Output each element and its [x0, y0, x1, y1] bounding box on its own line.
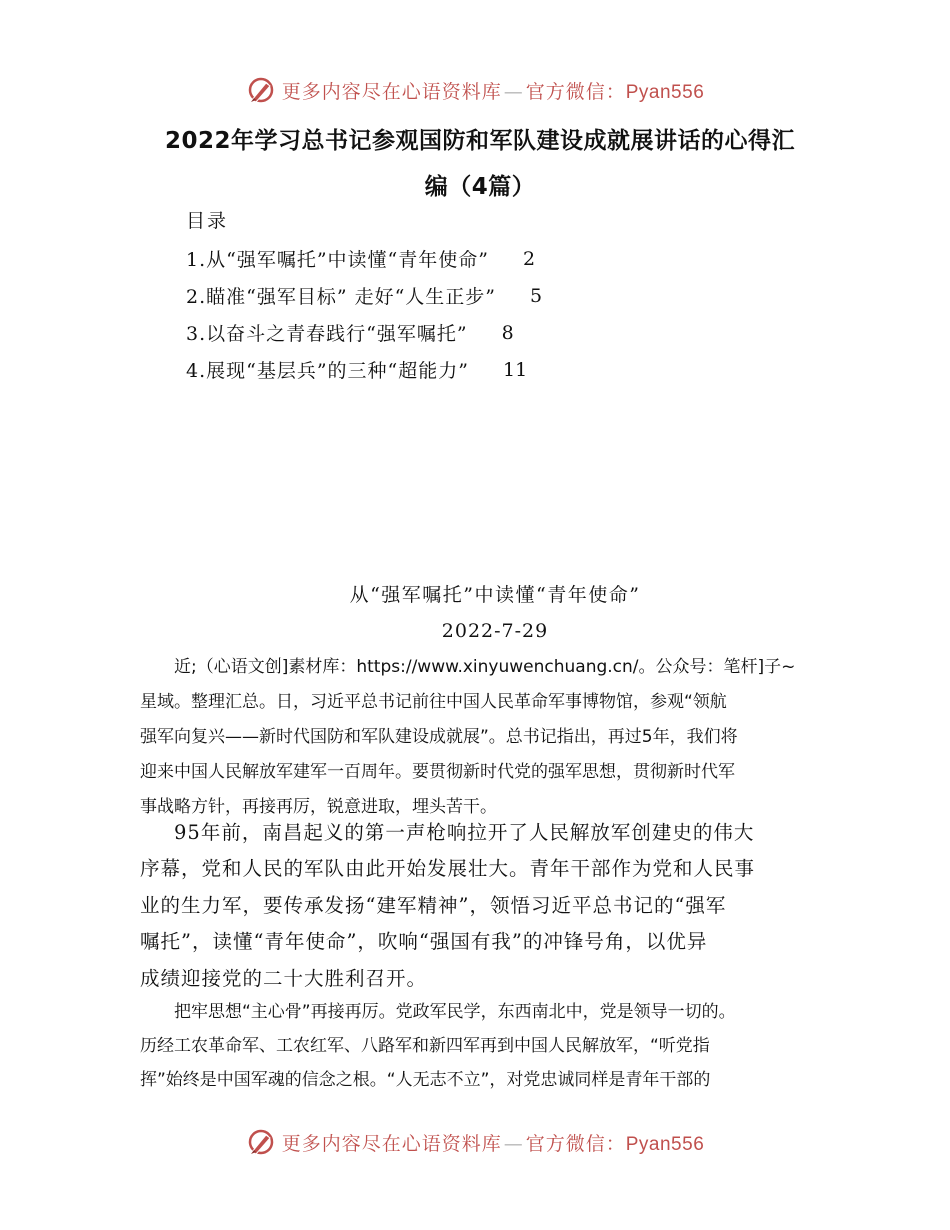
- paragraph-line: 挥”始终是中国军魂的信念之根。“人无志不立”，对党忠诚同样是青年干部的: [140, 1070, 711, 1090]
- toc-label: 目录: [186, 210, 229, 232]
- toc-item[interactable]: [186, 314, 706, 351]
- toc-item-page: 8: [501, 321, 514, 344]
- banner-brand: 更多内容尽在心语资料库: [281, 80, 502, 103]
- paragraph-line: 把牢思想“主心骨”再接再厉。党政军民学，东西南北中，党是领导一切的。: [174, 1002, 736, 1022]
- paragraph-line: 序幕，党和人民的军队由此开始发展壮大。青年干部作为党和人民事: [140, 857, 756, 881]
- paragraph-line: 事战略方针，再接再厉，锐意进取，埋头苦干。: [140, 797, 497, 817]
- paragraph-line: 95年前，南昌起义的第一声枪响拉开了人民解放军创建史的伟大: [174, 821, 755, 844]
- toc-item-title: 1.从“强军嘱托”中读懂“青年使命”: [186, 249, 489, 271]
- pen-logo-icon: [246, 75, 276, 105]
- section-date: 2022-7-29: [441, 620, 549, 642]
- banner-wechat-id: Pyan556: [625, 1133, 705, 1155]
- paragraph-line: 业的生力军，要传承发扬“建军精神”，领悟习近平总书记的“强军: [140, 893, 727, 917]
- paragraph-line: 近;（心语文创]素材库：https://www.xinyuwenchuang.cn/。公众号：笔杆]子~: [174, 657, 796, 677]
- paragraph-line: 星域。整理汇总。日，习近平总书记前往中国人民革命军事博物馆，参观“领航: [140, 692, 727, 712]
- paragraph-line: 强军向复兴——新时代国防和军队建设成就展”。总书记指出，再过5年，我们将: [140, 727, 738, 747]
- title-line-1: 2022年学习总书记参观国防和军队建设成就展讲话的心得汇: [164, 128, 795, 154]
- paragraph-2: [140, 815, 830, 997]
- banner-official-label: 官方微信：: [525, 1132, 626, 1155]
- toc-item[interactable]: [186, 277, 706, 314]
- banner-brand: 更多内容尽在心语资料库: [281, 1132, 502, 1155]
- title-line-2: 编（4篇）: [424, 174, 536, 200]
- paragraph-line: 嘱托”，读懂“青年使命”，吹响“强国有我”的冲锋号角，以优异: [140, 930, 708, 954]
- toc-item-page: 2: [522, 247, 536, 270]
- toc-item-title: 4.展现“基层兵”的三种“超能力”: [186, 360, 469, 382]
- document-title: [130, 118, 830, 210]
- bottom-banner: [0, 1120, 950, 1164]
- section-title: 从“强军嘱托”中读懂“青年使命”: [349, 584, 641, 606]
- banner-official-label: 官方微信：: [525, 80, 626, 103]
- banner-separator: —: [503, 80, 524, 103]
- toc-item-title: 3.以奋斗之青春践行“强军嘱托”: [186, 323, 468, 345]
- table-of-contents: [186, 240, 706, 388]
- banner-separator: —: [503, 1132, 524, 1155]
- paragraph-line: 迎来中国人民解放军建军一百周年。要贯彻新时代党的强军思想，贯彻新时代军: [140, 762, 735, 782]
- toc-item-page: 11: [502, 358, 528, 381]
- paragraph-line: 成绩迎接党的二十大胜利召开。: [140, 966, 428, 990]
- toc-item[interactable]: [186, 240, 706, 277]
- toc-item-title: 2.瞄准“强军目标” 走好“人生正步”: [186, 286, 497, 308]
- top-banner: [0, 68, 950, 112]
- toc-item-page: 5: [530, 284, 543, 307]
- pen-logo-icon: [246, 1127, 276, 1157]
- banner-wechat-id: Pyan556: [625, 81, 705, 103]
- paragraph-line: 历经工农革命军、工农红军、八路军和新四军再到中国人民解放军，“听党指: [140, 1036, 710, 1056]
- banner-text: [282, 77, 705, 104]
- paragraph-3: [140, 995, 830, 1097]
- banner-text: [282, 1129, 705, 1156]
- toc-item[interactable]: [186, 351, 706, 388]
- paragraph-1: [140, 650, 830, 825]
